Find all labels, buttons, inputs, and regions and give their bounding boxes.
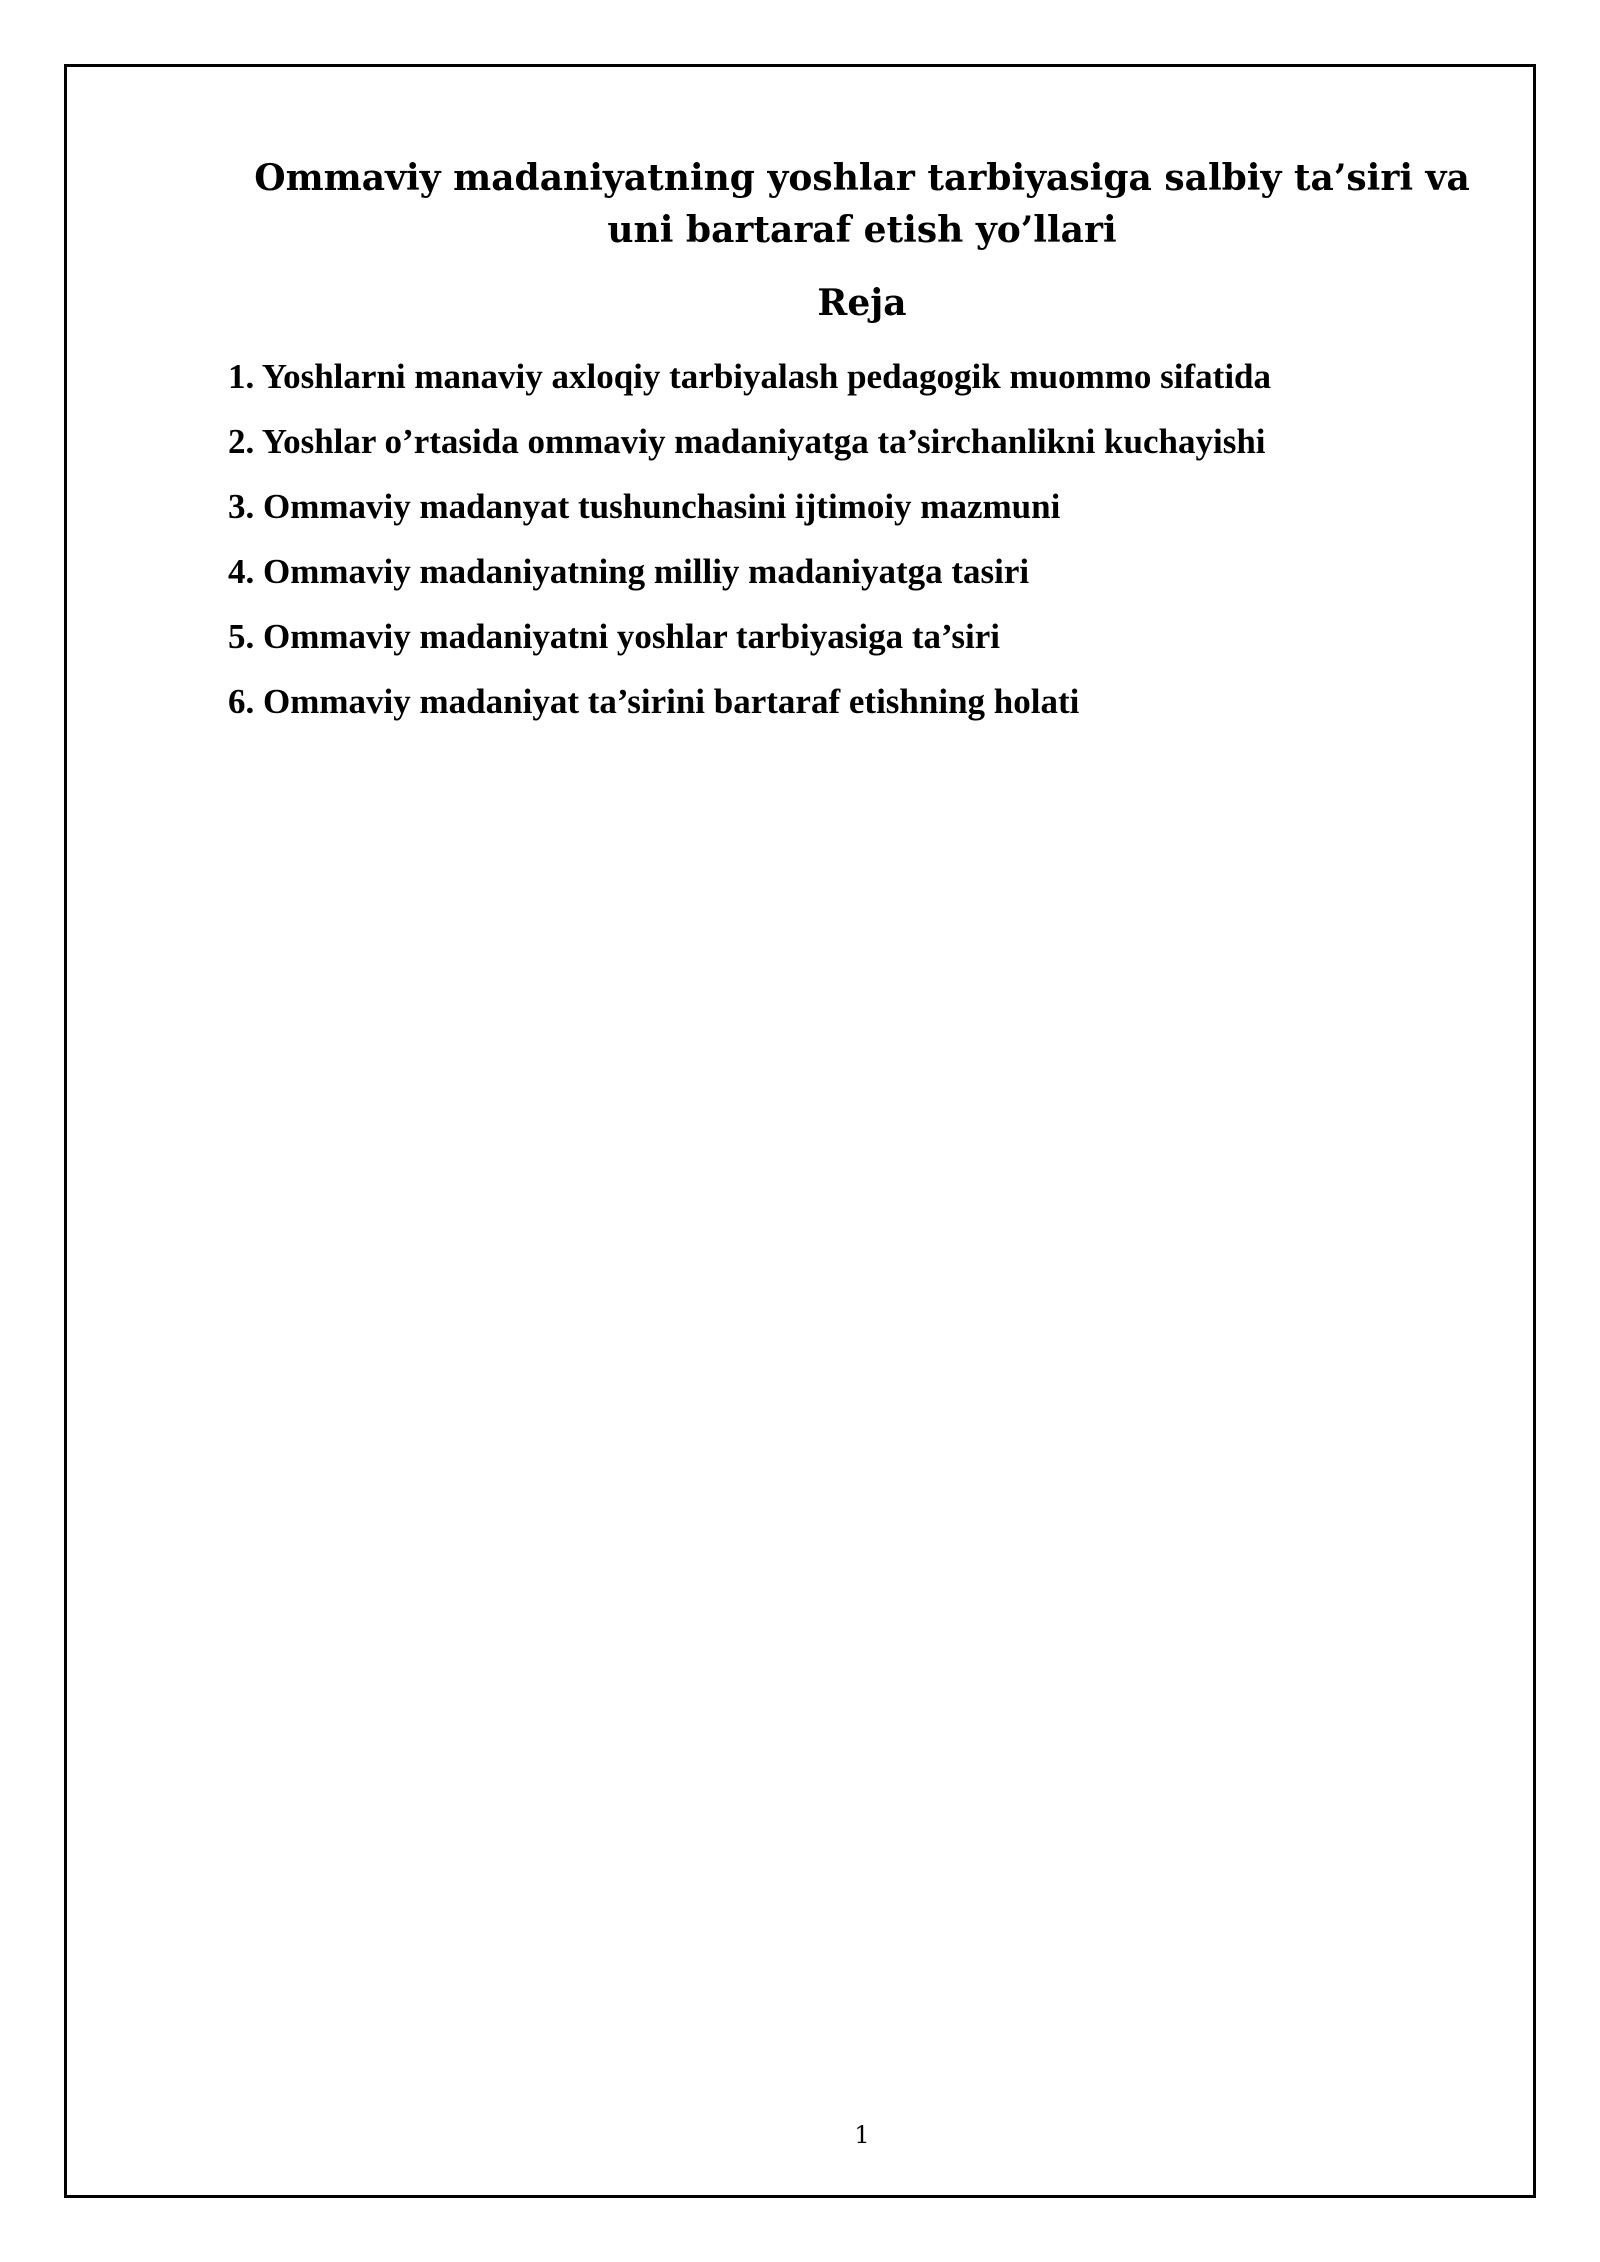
plan-item: 3. Ommaviy madanyat tushunchasini ijtimoiy mazmuni xyxy=(228,487,1061,526)
plan-heading: Reja xyxy=(817,282,907,324)
plan-item: 1. Yoshlarni manaviy axloqiy tarbiyalash pedagogik muommo sifatida xyxy=(228,357,1272,396)
plan-item: 4. Ommaviy madaniyatning milliy madaniyatga tasiri xyxy=(228,552,1030,591)
plan-item: 2. Yoshlar o’rtasida ommaviy madaniyatga ta’sirchanlikni kuchayishi xyxy=(228,422,1266,461)
plan-list xyxy=(228,344,1498,734)
document-title: Ommaviy madaniyatning yoshlar tarbiyasiga salbiy ta’siri va uni bartaraf etish yo’llari xyxy=(254,157,1470,251)
plan-item: 6. Ommaviy madaniyat ta’sirini bartaraf etishning holati xyxy=(228,682,1080,721)
page-number: 1 xyxy=(854,2121,870,2149)
plan-item: 5. Ommaviy madaniyatni yoshlar tarbiyasiga ta’siri xyxy=(228,617,1000,656)
